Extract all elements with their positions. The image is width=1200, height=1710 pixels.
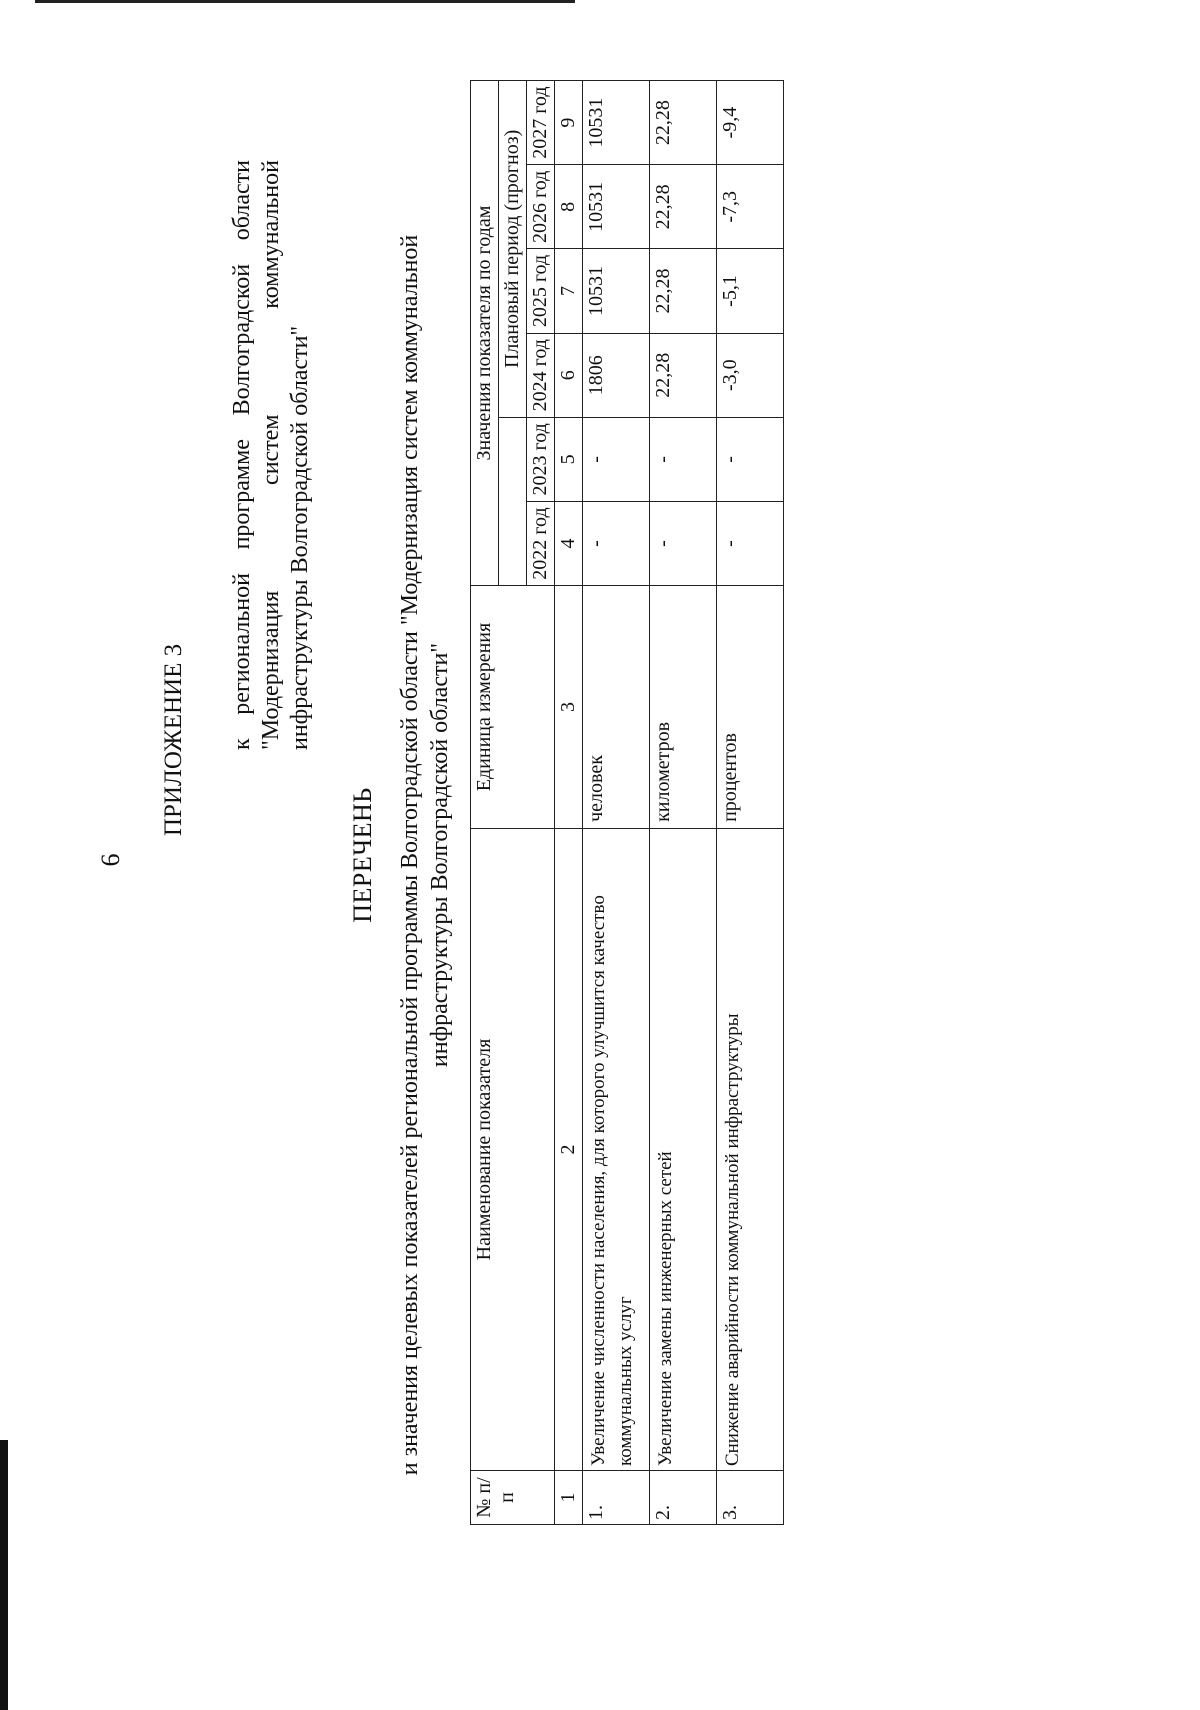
value-cell: - <box>717 417 784 501</box>
row-number: 3. <box>717 1471 784 1525</box>
subtitle-line-2: инфраструктуры Волгоградской области" <box>427 642 453 1068</box>
column-number: 3 <box>555 586 583 829</box>
header-year: 2024 год <box>527 333 555 417</box>
column-number: 2 <box>555 828 583 1470</box>
header-unit: Единица измерения <box>471 586 555 829</box>
header-year: 2023 год <box>527 417 555 501</box>
indicator-unit: человек <box>583 586 650 829</box>
header-name: Наименование показателя <box>471 828 555 1470</box>
appendix-text <box>228 160 315 750</box>
indicator-unit: километров <box>650 586 717 829</box>
value-cell: 22,28 <box>650 81 717 165</box>
value-cell: -7,3 <box>717 165 784 249</box>
value-cell: 22,28 <box>650 249 717 333</box>
indicator-name: Снижение аварийности коммунальной инфраструктуры <box>717 828 784 1470</box>
value-cell: -5,1 <box>717 249 784 333</box>
value-cell: 10531 <box>583 165 650 249</box>
header-year: 2022 год <box>527 501 555 585</box>
page-number: 6 <box>96 853 125 867</box>
value-cell: - <box>650 501 717 585</box>
column-number: 9 <box>555 81 583 165</box>
column-number: 7 <box>555 249 583 333</box>
header-plan-group: Плановый период (прогноз) <box>499 81 527 418</box>
value-cell: - <box>583 417 650 501</box>
indicator-name: Увеличение численности населения, для которого улучшится качество коммунальных услуг <box>583 828 650 1470</box>
indicator-name: Увеличение замены инженерных сетей <box>650 828 717 1470</box>
header-values-group: Значения показателя по годам <box>471 81 499 586</box>
value-cell: 10531 <box>583 81 650 165</box>
document-title: ПЕРЕЧЕНЬ <box>348 787 377 923</box>
header-row-1 <box>471 81 499 1525</box>
column-number: 4 <box>555 501 583 585</box>
appendix-line-1: к региональной программе Волгоградской области <box>229 160 255 750</box>
header-year: 2026 год <box>527 165 555 249</box>
value-cell: 22,28 <box>650 165 717 249</box>
indicator-unit: процентов <box>717 586 784 829</box>
header-year: 2025 год <box>527 249 555 333</box>
table-row <box>650 81 717 1525</box>
column-number: 1 <box>555 1471 583 1525</box>
value-cell: -3,0 <box>717 333 784 417</box>
appendix-title: ПРИЛОЖЕНИЕ 3 <box>160 643 187 837</box>
value-cell: 1806 <box>583 333 650 417</box>
appendix-block <box>160 130 313 837</box>
table-row <box>583 81 650 1525</box>
appendix-line-2: "Модернизация систем коммунальной <box>258 160 284 750</box>
header-num: № п/п <box>471 1471 555 1525</box>
table-row <box>717 81 784 1525</box>
value-cell: 22,28 <box>650 333 717 417</box>
header-year: 2027 год <box>527 81 555 165</box>
appendix-line-3: инфраструктуры Волгоградской области" <box>287 325 313 750</box>
row-number: 1. <box>583 1471 650 1525</box>
header-blank <box>499 417 527 585</box>
column-number-row <box>555 81 583 1525</box>
column-number: 8 <box>555 165 583 249</box>
value-cell: -9,4 <box>717 81 784 165</box>
value-cell: - <box>717 501 784 585</box>
column-number: 6 <box>555 333 583 417</box>
row-number: 2. <box>650 1471 717 1525</box>
value-cell: - <box>650 417 717 501</box>
value-cell: 10531 <box>583 249 650 333</box>
indicators-table <box>470 80 784 1525</box>
subtitle-line-1: и значения целевых показателей региональной программы Волгоградской области "Модернизация систем коммунальной <box>397 234 423 1476</box>
column-number: 5 <box>555 417 583 501</box>
value-cell: - <box>583 501 650 585</box>
document-subtitle <box>395 180 455 1530</box>
